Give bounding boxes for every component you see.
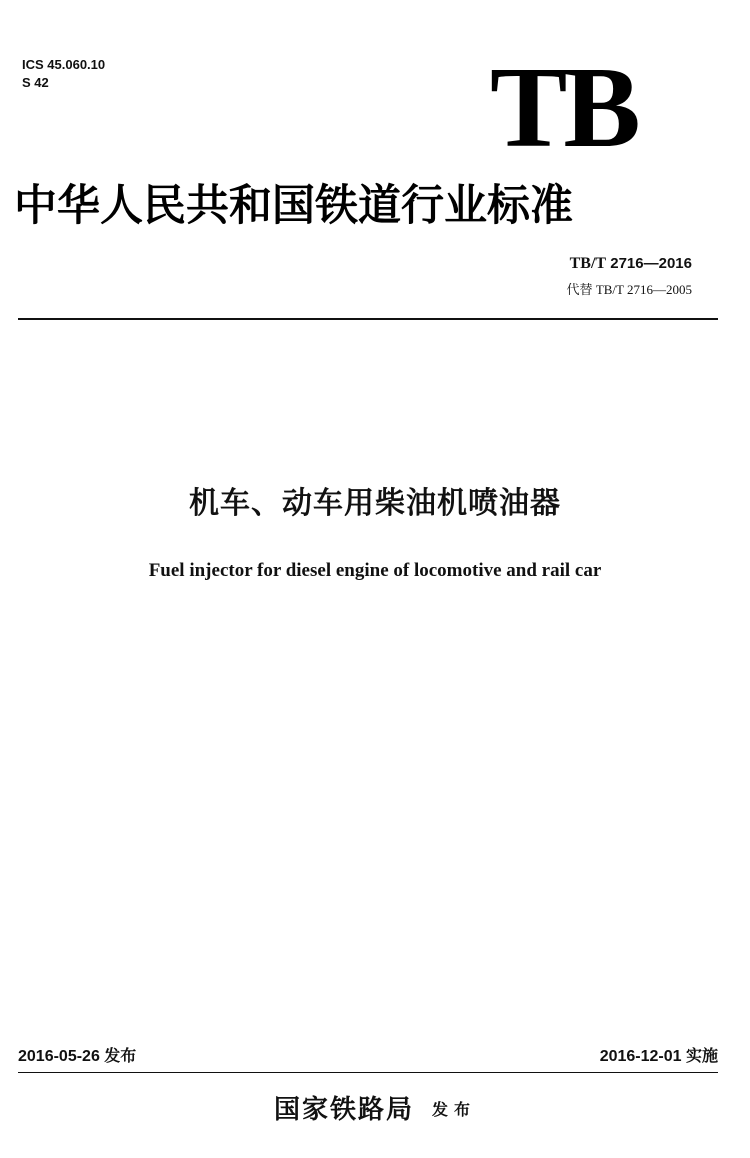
classification-code: S 42 bbox=[22, 75, 49, 90]
publisher-action: 发布 bbox=[432, 1100, 477, 1119]
ics-code: ICS 45.060.10 bbox=[22, 57, 106, 72]
document-title-english: Fuel injector for diesel engine of locomotive and rail car bbox=[148, 560, 602, 581]
standard-code: 2716—2016 bbox=[610, 255, 692, 272]
top-divider bbox=[18, 318, 718, 320]
replaces-line bbox=[567, 281, 692, 299]
issue-date-label: 发布 bbox=[104, 1048, 137, 1065]
replaces-label: 代替 bbox=[566, 282, 593, 297]
issue-date-value: 2016-05-26 bbox=[18, 1048, 100, 1065]
implementation-date bbox=[600, 1046, 718, 1068]
implementation-date-label: 实施 bbox=[685, 1048, 718, 1065]
document-title-chinese: 机车、动车用柴油机喷油器 bbox=[189, 486, 561, 521]
tb-logo: TB bbox=[490, 44, 637, 172]
standard-number bbox=[570, 254, 692, 274]
bottom-divider bbox=[18, 1072, 718, 1073]
organization-title: 中华人民共和国铁道行业标准 bbox=[14, 181, 573, 231]
publisher-name: 国家铁路局 bbox=[273, 1095, 414, 1125]
standard-prefix: TB/T bbox=[569, 255, 607, 272]
implementation-date-value: 2016-12-01 bbox=[599, 1048, 682, 1065]
classification-block bbox=[22, 56, 105, 92]
issue-date bbox=[18, 1046, 136, 1068]
publisher-line bbox=[0, 1090, 750, 1130]
replaces-number: TB/T 2716—2005 bbox=[595, 282, 692, 297]
